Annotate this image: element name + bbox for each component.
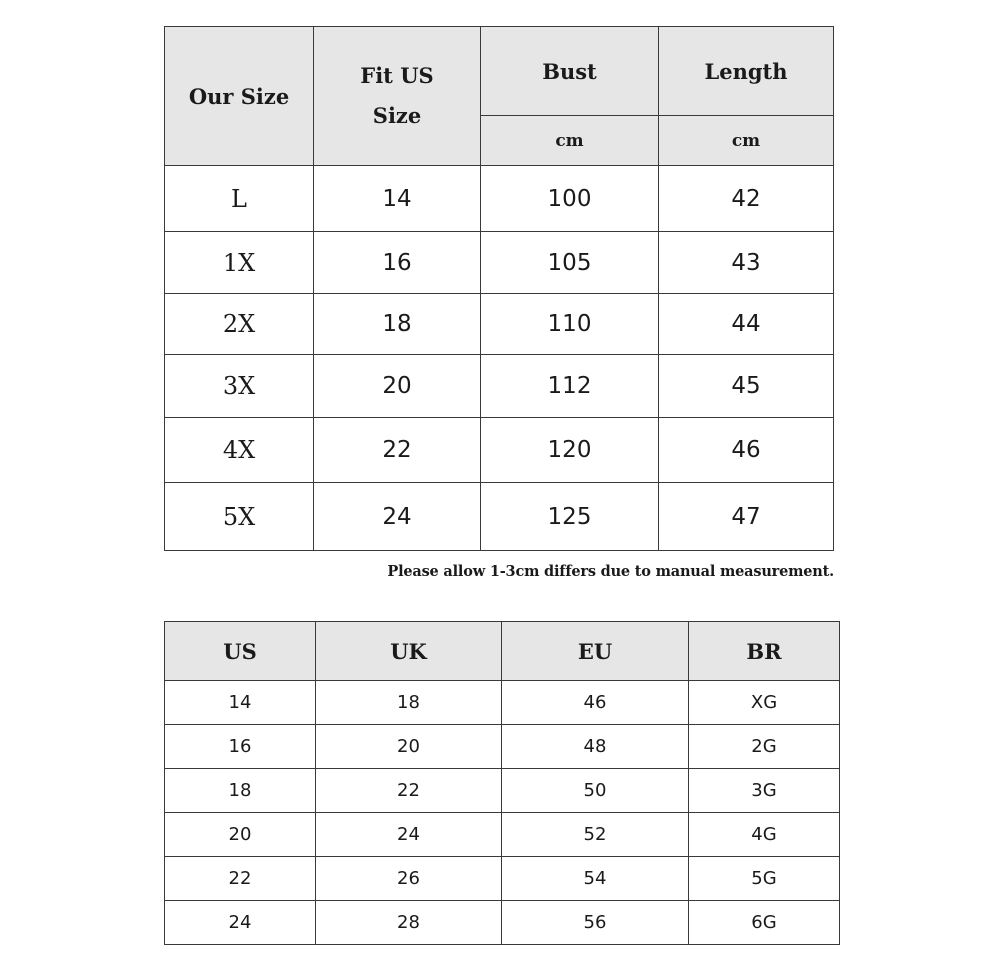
table-row (165, 355, 834, 418)
cell-br: 4G (689, 813, 840, 857)
cell-us: 14 (165, 681, 316, 725)
cell-fit-us: 22 (314, 418, 481, 483)
cell-our-size: 5X (165, 483, 314, 551)
cell-eu: 48 (502, 725, 689, 769)
cell-eu: 50 (502, 769, 689, 813)
header-fit-us-size (314, 27, 481, 166)
size-chart-header-row (165, 27, 834, 116)
cell-eu: 56 (502, 901, 689, 945)
table-row (165, 681, 840, 725)
size-conversion-table (164, 621, 840, 945)
cell-bust: 105 (481, 232, 659, 294)
cell-fit-us: 20 (314, 355, 481, 418)
header-us: US (165, 622, 316, 681)
cell-br: 6G (689, 901, 840, 945)
table-row (165, 418, 834, 483)
cell-uk: 20 (316, 725, 502, 769)
table-row (165, 813, 840, 857)
cell-length: 44 (659, 294, 834, 355)
cell-length: 43 (659, 232, 834, 294)
cell-uk: 24 (316, 813, 502, 857)
cell-us: 22 (165, 857, 316, 901)
header-uk: UK (316, 622, 502, 681)
table-row (165, 901, 840, 945)
cell-br: 2G (689, 725, 840, 769)
header-bust: Bust (481, 27, 659, 116)
cell-uk: 26 (316, 857, 502, 901)
cell-our-size: 1X (165, 232, 314, 294)
cell-bust: 125 (481, 483, 659, 551)
cell-uk: 18 (316, 681, 502, 725)
header-fit-us-line2: Size (372, 103, 422, 128)
table-row (165, 857, 840, 901)
header-eu: EU (502, 622, 689, 681)
cell-br: 3G (689, 769, 840, 813)
cell-fit-us: 24 (314, 483, 481, 551)
cell-uk: 28 (316, 901, 502, 945)
cell-length: 45 (659, 355, 834, 418)
cell-our-size: L (165, 166, 314, 232)
cell-us: 18 (165, 769, 316, 813)
table-row (165, 725, 840, 769)
table-row (165, 294, 834, 355)
cell-br: XG (689, 681, 840, 725)
cell-bust: 110 (481, 294, 659, 355)
cell-length: 46 (659, 418, 834, 483)
table-row (165, 769, 840, 813)
table-row (165, 166, 834, 232)
size-chart-table (164, 26, 834, 551)
cell-fit-us: 18 (314, 294, 481, 355)
measurement-note: Please allow 1-3cm differs due to manual measurement. (387, 563, 834, 580)
cell-our-size: 2X (165, 294, 314, 355)
header-fit-us-line1: Fit US (360, 63, 434, 88)
cell-our-size: 4X (165, 418, 314, 483)
cell-bust: 112 (481, 355, 659, 418)
cell-fit-us: 16 (314, 232, 481, 294)
cell-eu: 52 (502, 813, 689, 857)
header-length: Length (659, 27, 834, 116)
cell-us: 24 (165, 901, 316, 945)
conversion-header-row (165, 622, 840, 681)
cell-br: 5G (689, 857, 840, 901)
cell-uk: 22 (316, 769, 502, 813)
header-bust-unit: cm (481, 116, 659, 166)
cell-us: 16 (165, 725, 316, 769)
header-our-size: Our Size (165, 27, 314, 166)
header-length-unit: cm (659, 116, 834, 166)
cell-bust: 100 (481, 166, 659, 232)
cell-length: 42 (659, 166, 834, 232)
header-br: BR (689, 622, 840, 681)
cell-eu: 54 (502, 857, 689, 901)
cell-bust: 120 (481, 418, 659, 483)
cell-eu: 46 (502, 681, 689, 725)
cell-length: 47 (659, 483, 834, 551)
cell-us: 20 (165, 813, 316, 857)
cell-our-size: 3X (165, 355, 314, 418)
table-row (165, 232, 834, 294)
cell-fit-us: 14 (314, 166, 481, 232)
table-row (165, 483, 834, 551)
